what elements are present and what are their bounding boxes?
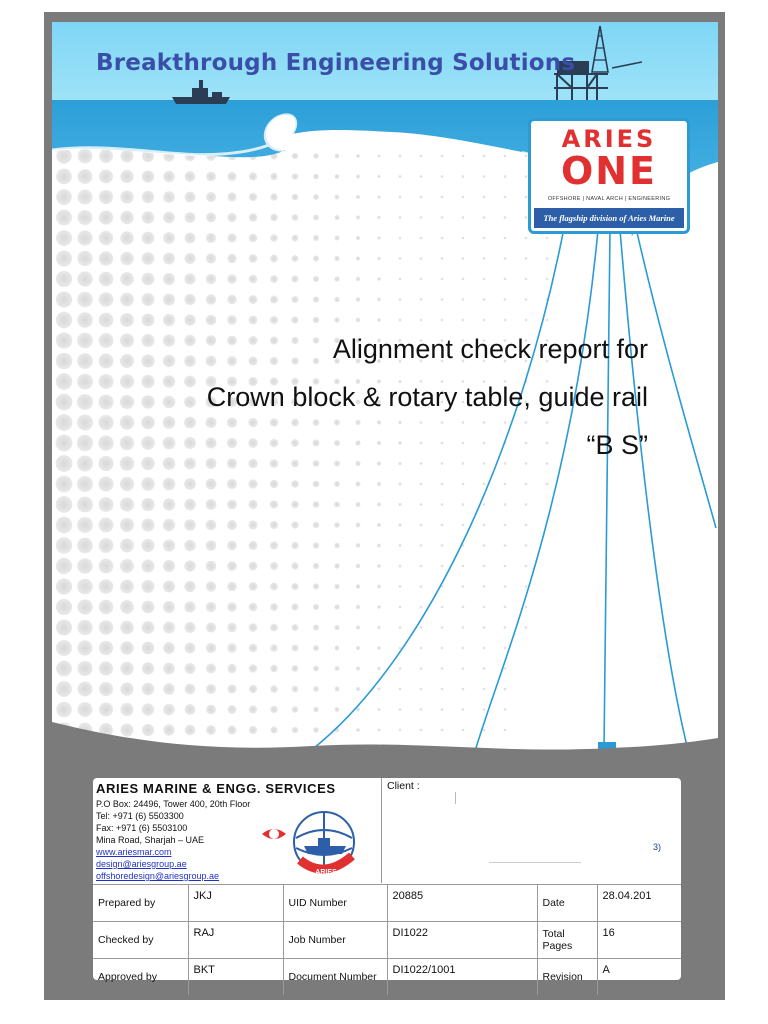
report-title-line-2: Crown block & rotary table, guide rail <box>206 382 648 412</box>
field-label: Total Pages <box>537 922 597 959</box>
field-label: Approved by <box>93 959 188 996</box>
website-link[interactable]: www.ariesmar.com <box>96 847 172 857</box>
design-email-link[interactable]: design@ariesgroup.ae <box>96 859 187 869</box>
tagline: Breakthrough Engineering Solutions <box>96 50 576 76</box>
client-label: Client : <box>387 780 420 792</box>
field-value: DI1022/1001 <box>387 959 537 996</box>
field-label: Prepared by <box>93 885 188 922</box>
field-value: A <box>597 959 681 996</box>
offshore-email-link[interactable]: offshoredesign@ariesgroup.ae <box>96 871 220 881</box>
logo-strip: The flagship division of Aries Marine <box>534 208 684 228</box>
field-value: BKT <box>188 959 283 996</box>
cover-page <box>52 22 718 767</box>
table-row <box>93 922 681 959</box>
title-block <box>93 778 681 983</box>
field-value: 20885 <box>387 885 537 922</box>
field-value: JKJ <box>188 885 283 922</box>
mooring-lines <box>314 228 716 750</box>
client-divider <box>381 778 382 883</box>
fax-line: Fax: +971 (6) 5503100 <box>96 823 188 833</box>
field-value: DI1022 <box>387 922 537 959</box>
field-label: Document Number <box>283 959 387 996</box>
company-name: ARIES MARINE & ENGG. SERVICES <box>96 781 336 796</box>
field-value: RAJ <box>188 922 283 959</box>
client-field-mark <box>455 792 456 804</box>
aries-one-logo <box>528 118 690 234</box>
field-label: Date <box>537 885 597 922</box>
phone-line: Tel: +971 (6) 5503300 <box>96 811 184 821</box>
logo-word: ARIES <box>561 125 657 153</box>
aries-emblem-icon <box>256 808 368 878</box>
field-label: UID Number <box>283 885 387 922</box>
client-underline <box>489 862 581 863</box>
field-value: 28.04.201 <box>597 885 681 922</box>
client-fragment: 3) <box>653 842 662 852</box>
dot-pattern <box>56 148 549 738</box>
report-title-line-3: “B S” <box>586 430 648 460</box>
field-label: Revision <box>537 959 597 996</box>
field-label: Checked by <box>93 922 188 959</box>
document-info-table <box>93 884 681 995</box>
logo-one: ONE <box>560 149 658 193</box>
address-line: P.O Box: 24496, Tower 400, 20th Floor <box>96 799 251 809</box>
table-row <box>93 959 681 996</box>
table-row <box>93 885 681 922</box>
field-value: 16 <box>597 922 681 959</box>
logo-subtitle: OFFSHORE | NAVAL ARCH | ENGINEERING <box>547 196 671 202</box>
report-title-line-1: Alignment check report for <box>332 334 648 364</box>
city-line: Mina Road, Sharjah – UAE <box>96 835 205 845</box>
emblem-label: ARIES <box>315 869 337 876</box>
field-label: Job Number <box>283 922 387 959</box>
